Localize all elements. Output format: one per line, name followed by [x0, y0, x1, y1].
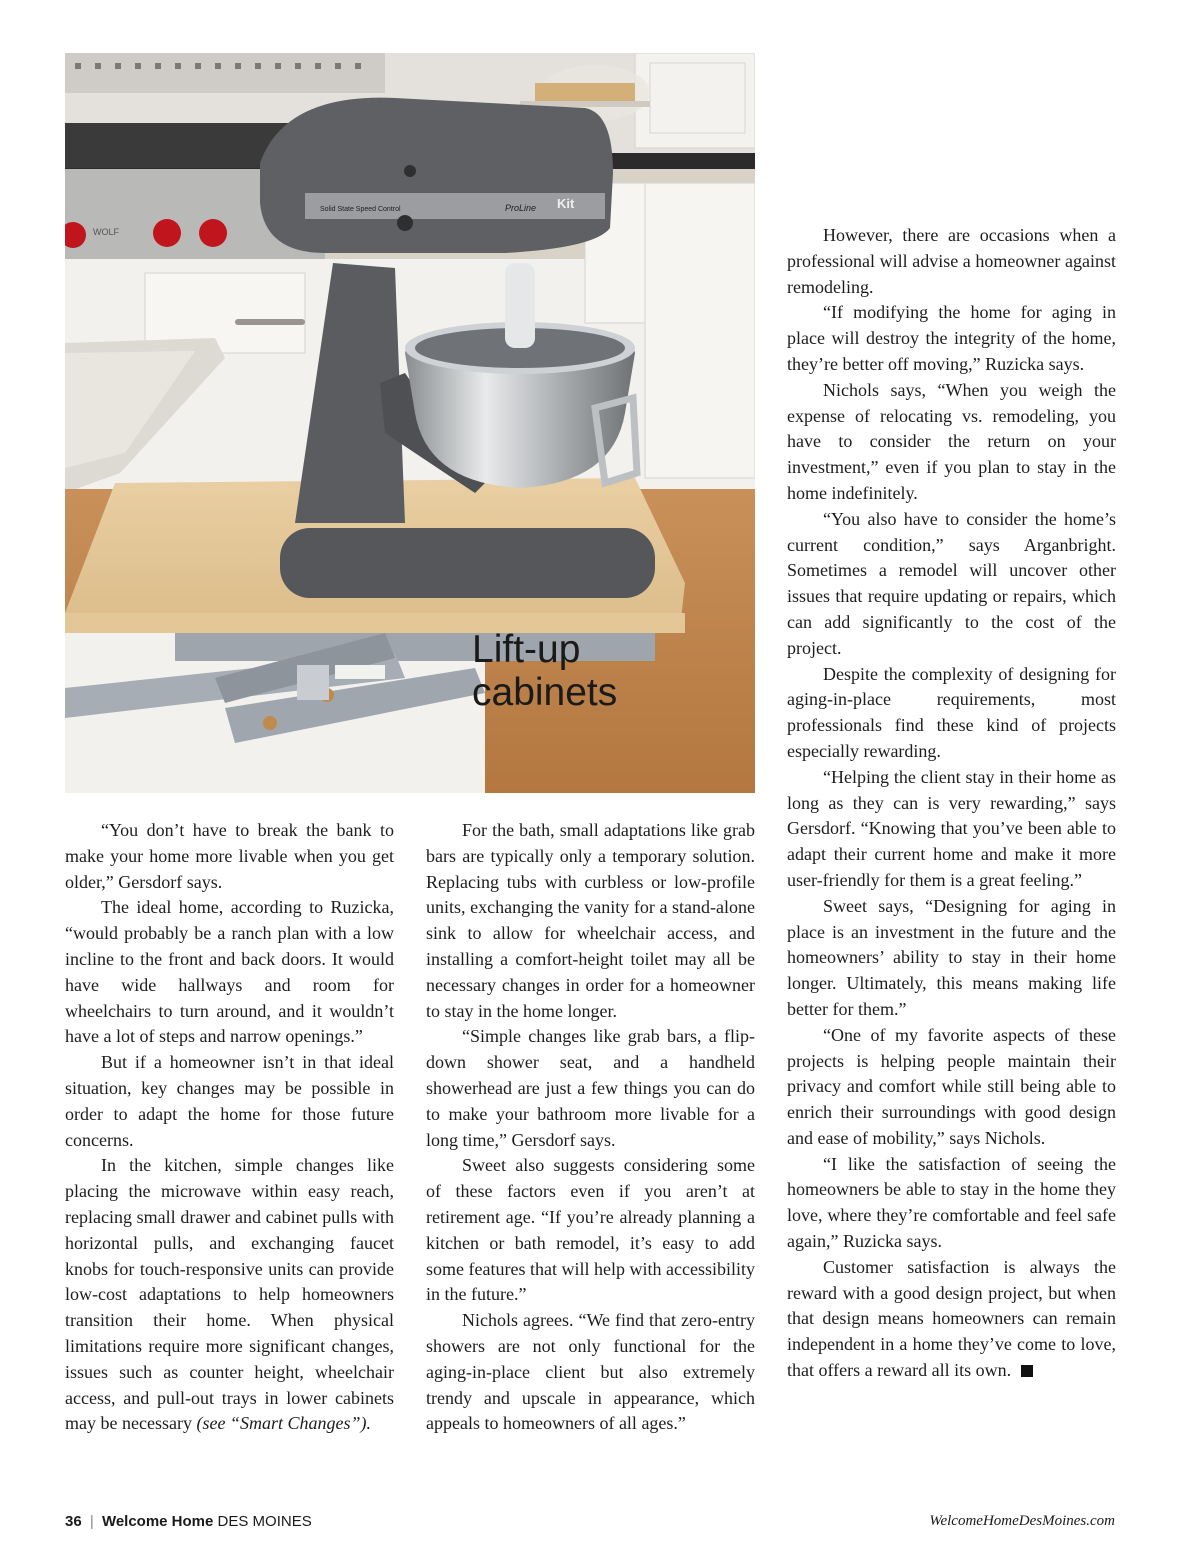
magazine-city: DES MOINES — [217, 1513, 312, 1530]
model-label: ProLine — [505, 203, 537, 213]
paragraph: The ideal home, according to Ruzicka, “would probably be a ranch plan with a low incline to the front and back doors. It would have wide hallways and room for wheelchairs to turn around, and it wouldn’t have a lot of steps and narrow openings.” — [65, 897, 394, 1047]
paragraph: Nichols says, “When you weigh the expense of relocating vs. remodeling, you have to consider the return on your investment,” even if you plan to stay in the home indefinitely. — [787, 379, 1116, 503]
paragraph: “You also have to consider the home’s current condition,” says Arganbright. Sometimes a remodel will uncover other issues that require updating or repairs, which can add significantly to the cost of the project. — [787, 508, 1116, 658]
text-column-3 — [787, 223, 1116, 1384]
paragraph — [787, 1255, 1116, 1384]
page-number: 36 — [65, 1513, 82, 1530]
paragraph: But if a homeowner isn’t in that ideal situation, key changes may be possible in order to adapt the home for those future concerns. — [65, 1052, 394, 1150]
website-url: WelcomeHomeDesMoines.com — [929, 1513, 1115, 1529]
paragraph: “I like the satisfaction of seeing the homeowners be able to stay in the home they love, where they’re comfortable and feel safe again,” Ruzicka says. — [787, 1153, 1116, 1252]
paragraph: Despite the complexity of designing for aging-in-place requirements, most professionals find these kind of projects especially rewarding. — [787, 663, 1116, 761]
paragraph: For the bath, small adaptations like grab bars are typically only a temporary solution. Replacing tubs with curbless or low-profile units, exchanging the vanity for a stand-alone sink to allow for wheelchair access, and installing a comfort-height toilet may all be necessary changes in order for a homeowner to stay in the home longer. — [426, 820, 755, 1021]
paragraph: Sweet also suggests considering some of these factors even if you aren’t at retirement age. “If you’re already planning a kitchen or bath remodel, it’s easy to add some features that will help with accessibility in the future.” — [426, 1155, 755, 1305]
magazine-name: Welcome Home — [101, 1513, 214, 1530]
speed-control-label: Solid State Speed Control — [320, 206, 401, 213]
range-brand-label: WOLF — [93, 227, 119, 237]
footer-separator: | — [89, 1513, 94, 1530]
paragraph — [65, 1153, 394, 1437]
paragraph: “Helping the client stay in their home as long as they can is very rewarding,” says Gersdorf. “Knowing that you’ve been able to adapt their current home and make it more user-friendly for them is a great feeling.” — [787, 766, 1116, 890]
paragraph-text: Customer satisfaction is always the reward with a good design project, but when that design means homeowners can remain independent in a home they’ve come to love, that offers a reward all its own. — [787, 1256, 1116, 1381]
cross-reference-note: (see “Smart Changes”). — [196, 1413, 371, 1434]
paragraph: “If modifying the home for aging in place will destroy the integrity of the home, they’re better off moving,” Ruzicka says. — [787, 302, 1116, 374]
photo-caption: Lift-up cabinets — [472, 628, 618, 714]
paragraph: Nichols agrees. “We find that zero-entry showers are not only functional for the aging-in-place client but also extremely trendy and upscale in appearance, which appeals to homeowners of all ages.” — [426, 1310, 755, 1434]
end-mark-icon — [1021, 1365, 1033, 1377]
paragraph: “Simple changes like grab bars, a flip-down shower seat, and a handheld showerhead are just a few things you can do to make your bathroom more livable for a long time,” Gersdorf says. — [426, 1026, 755, 1150]
paragraph-text: In the kitchen, simple changes like placing the microwave within easy reach, replacing small drawer and cabinet pulls with horizontal pulls, and exchanging faucet knobs for touch-responsive units can provide low-cost adaptations to help homeowners transition their home. When physical limitations require more significant changes, issues such as counter height, wheelchair access, and pull-out trays in lower cabinets may be necessary — [65, 1155, 394, 1434]
brand-logo: Kit — [557, 196, 575, 211]
paragraph: However, there are occasions when a professional will advise a homeowner against remodeling. — [787, 225, 1116, 297]
text-column-1 — [65, 818, 394, 1437]
paragraph: “You don’t have to break the bank to make your home more livable when you get older,” Gersdorf says. — [65, 820, 394, 892]
paragraph: Sweet says, “Designing for aging in place is an investment in the future and the homeowners’ ability to stay in their home longer. Ultimately, this means making life better for them.” — [787, 895, 1116, 1019]
text-column-2 — [426, 818, 755, 1437]
page-footer — [65, 1513, 312, 1530]
paragraph: “One of my favorite aspects of these projects is helping people maintain their privacy and comfort while still being able to enrich their surroundings with good design and ease of mobility,” says Nichols. — [787, 1024, 1116, 1148]
